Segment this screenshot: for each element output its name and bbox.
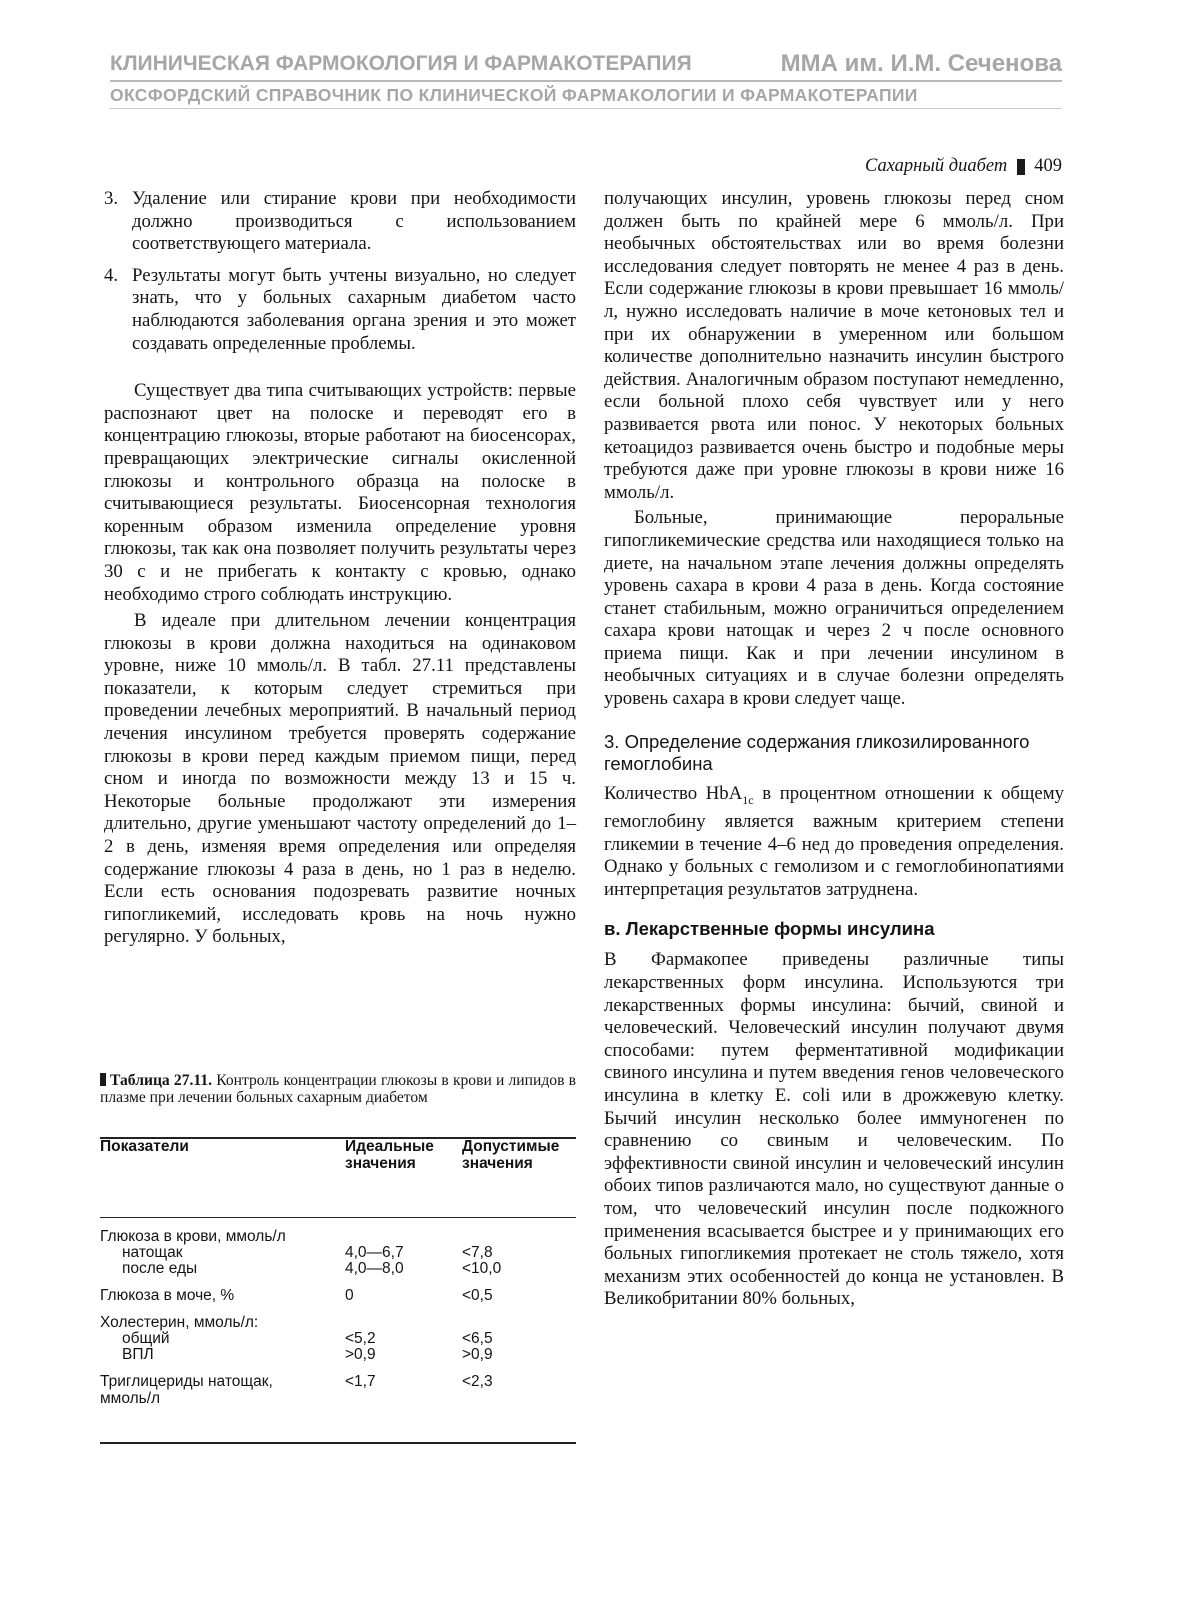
section-heading-hba1c: 3. Определение содержания гликозилированного гемоглобина xyxy=(604,730,1030,774)
page-number: 409 xyxy=(1034,156,1062,176)
table-cell-label: после еды xyxy=(122,1260,198,1277)
table-header-rule xyxy=(100,1217,576,1218)
table-cell-ideal: 0 xyxy=(345,1287,354,1304)
table-cell-label: ВПЛ xyxy=(122,1346,154,1363)
list-item-text: Удаление или стирание крови при необходимости должно производиться с использованием соответствующего материала. xyxy=(132,188,576,255)
table-cell-allowed: <2,3 xyxy=(462,1373,493,1390)
header-title-left: КЛИНИЧЕСКАЯ ФАРМОКОЛОГИЯ И ФАРМАКОТЕРАПИЯ xyxy=(110,52,692,75)
section-heading-insulin-forms: в. Лекарственные формы инсулина xyxy=(604,918,935,940)
table-cell-label: Глюкоза в моче, % xyxy=(100,1287,235,1304)
header-title-right: ММА им. И.М. Сеченова xyxy=(780,50,1062,77)
table-cell-allowed: <7,8 xyxy=(462,1244,493,1261)
table-header-indicator: Показатели xyxy=(100,1138,189,1155)
table-cell-label: Триглицериды натощак, ммоль/л xyxy=(100,1373,273,1407)
paragraph-hba1c: Количество HbA$_{1c}$ в процентном отношении к общему гемоглобину является важным критерием степени гликемии в течение 4–6 нед до проведения определения. Однако у больных с гемолизом и с гемоглобинопатиями интерпретация результатов затруднена. xyxy=(604,782,1064,900)
running-head-section: Сахарный диабет xyxy=(864,156,1008,176)
hba1c-term: HbA xyxy=(705,782,743,804)
paragraph-ideal-control: В идеале при длительном лечении концентрация глюкозы в крови должна находиться на одинаковом уровне, ниже 10 ммоль/л. В табл. 27.11 представлены показатели, к которым следует стремиться при проведении лечебных мероприятий. В начальный период лечения инсулином требуется проверять содержание глюкозы в крови перед каждым приемом пищи, перед сном и иногда по возможности между 13 и 15 ч. Некоторые больные продолжают эти измерения длительно, другие уменьшают частоту определений до 1–2 в день, изменяя время определения или определяя содержание глюкозы 4 раза в день, но 1 раз в неделю. Если есть основания подозревать развитие ночных гипогликемий, исследовать кровь на ночь нужно регулярно. У больных, xyxy=(104,610,576,948)
hba1c-subscript: 1c xyxy=(742,792,754,807)
table-header-allowed: Допустимые значения xyxy=(462,1138,560,1172)
table-cell-ideal: 4,0—8,0 xyxy=(345,1260,404,1277)
square-bullet-icon xyxy=(100,1073,106,1086)
table-cell-label: натощак xyxy=(122,1244,183,1261)
table-cell-ideal: 4,0—6,7 xyxy=(345,1244,404,1261)
right-column xyxy=(604,188,1064,1311)
table-bottom-rule xyxy=(100,1442,576,1444)
table-caption xyxy=(100,1072,576,1106)
paragraph-insulin-forms: В Фармакопее приведены различные типы лекарственных форм инсулина. Используются три лекарственных формы инсулина: бычий, свиной и человеческий. Человеческий инсулин получают двумя способами: путем ферментативной модификации свиного инсулина и путем введения генов человеческого инсулина в клетку E. coli или в дрожжевую клетку. Бычий инсулин несколько более иммуногенен по сравнению со свиным и человеческим. По эффективности свиной инсулин и человеческий инсулин обоих типов различаются мало, но существуют данные о том, что человеческий инсулин после подкожного применения всасывается быстрее и у принимающих его больных гипогликемия протекает не столь тяжело, хотя механизм этих особенностей до конца не установлен. В Великобритании 80% больных, xyxy=(604,949,1064,1310)
table-cell-ideal: >0,9 xyxy=(345,1346,376,1363)
list-item xyxy=(104,188,576,256)
header-subtitle: ОКСФОРДСКИЙ СПРАВОЧНИК ПО КЛИНИЧЕСКОЙ ФАРМАКОЛОГИИ И ФАРМАКОТЕРАПИИ xyxy=(110,85,918,105)
table-cell-label: Глюкоза в крови, ммоль/л xyxy=(100,1228,286,1245)
table-cell-allowed: <10,0 xyxy=(462,1260,502,1277)
running-head xyxy=(865,156,1062,177)
header-rule-secondary xyxy=(110,108,1062,109)
paragraph-readers: Существует два типа считывающих устройств: первые распознают цвет на полоске и переводят его в концентрацию глюкозы, вторые работают на биосенсорах, превращающих электрические сигналы окисленной глюкозы и контрольного образца на полоске в считывающиеся результаты. Биосенсорная технология коренным образом изменила определение уровня глюкозы, так как она позволяет получить результаты через 30 с и не прибегать к контакту с кровью, однако необходимо строго соблюдать инструкцию. xyxy=(104,380,576,605)
paragraph-continuation: получающих инсулин, уровень глюкозы перед сном должен быть по крайней мере 6 ммоль/л. При необычных обстоятельствах или во время болезни исследования следует повторять не менее 4 раз в день. Если содержание глюкозы в крови превышает 16 ммоль/л, нужно исследовать наличие в моче кетоновых тел и при их обнаружении в умеренном или большом количестве дополнительно назначить инсулин быстрого действия. Аналогичным образом поступают немедленно, если больной плохо себя чувствует или у него развивается рвота или понос. У некоторых больных кетоацидоз развивается очень быстро и подобные меры требуются даже при уровне глюкозы в крови ниже 16 ммоль/л. xyxy=(604,188,1064,503)
list-item-number: 4. xyxy=(104,264,119,286)
list-item xyxy=(104,265,576,355)
table-caption-label: Таблица 27.11. xyxy=(110,1072,213,1089)
table-caption-text: Контроль концентрации глюкозы в крови и липидов в плазме при лечении больных сахарным диабетом xyxy=(100,1072,576,1106)
table-cell-allowed: <6,5 xyxy=(462,1330,493,1347)
page-header xyxy=(110,49,1062,79)
table-cell-allowed: >0,9 xyxy=(462,1346,493,1363)
table-cell-allowed: <0,5 xyxy=(462,1287,493,1304)
table-cell-ideal: <5,2 xyxy=(345,1330,376,1347)
table-header-ideal: Идеальные значения xyxy=(345,1138,434,1172)
square-bullet-icon xyxy=(1017,159,1025,175)
table-cell-label: общий xyxy=(122,1330,170,1347)
table-cell-label: Холестерин, ммоль/л: xyxy=(100,1314,259,1331)
list-item-number: 3. xyxy=(104,188,119,209)
left-column xyxy=(104,188,576,949)
header-rule xyxy=(110,80,1062,82)
paragraph-oral-agents: Больные, принимающие пероральные гипогликемические средства или находящиеся только на диете, на начальном этапе лечения должны определять уровень сахара в крови 4 раза в день. Когда состояние станет стабильным, можно ограничиться определением сахара крови натощак и через 2 ч после основного приема пищи. Как и при лечении инсулином в необычных ситуациях и в случае болезни определять уровень сахара в крови следует чаще. xyxy=(604,507,1064,710)
table-cell-ideal: <1,7 xyxy=(345,1373,376,1390)
list-item-text: Результаты могут быть учтены визуально, но следует знать, что у больных сахарным диабетом часто наблюдаются заболевания органа зрения и это может создавать определенные проблемы. xyxy=(132,264,576,354)
